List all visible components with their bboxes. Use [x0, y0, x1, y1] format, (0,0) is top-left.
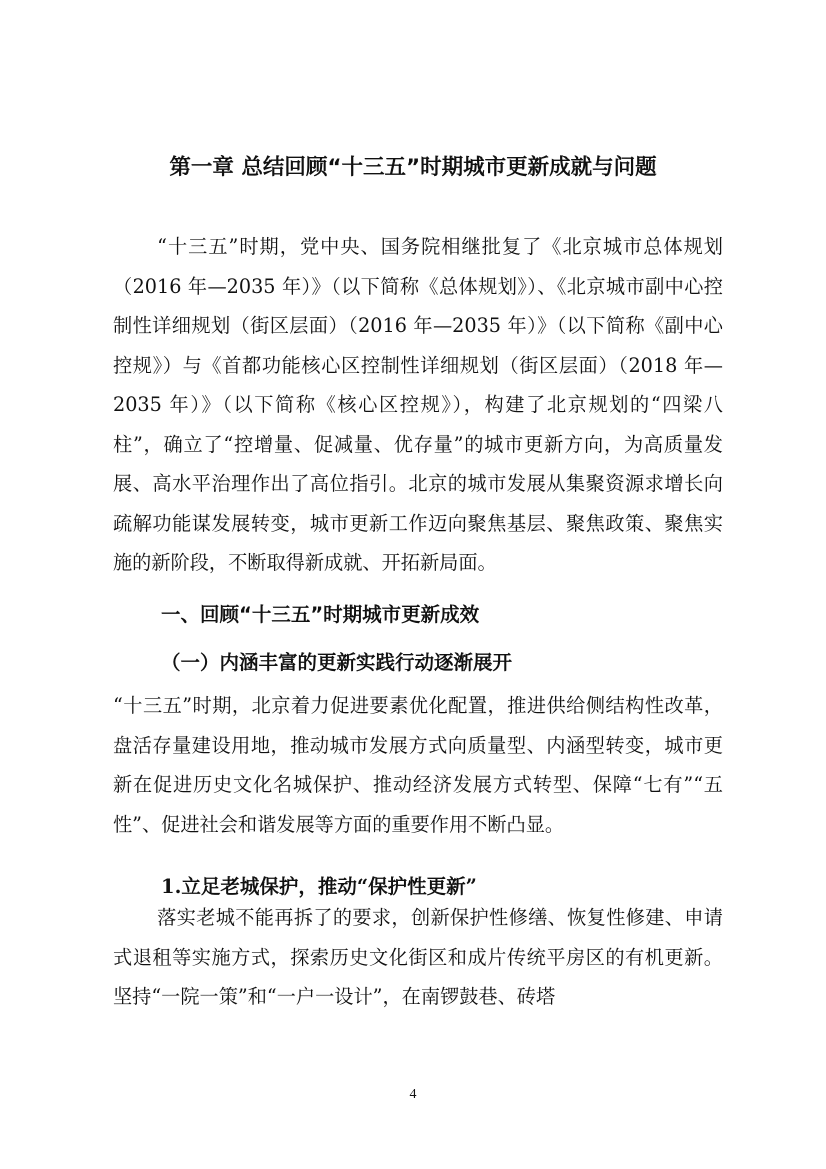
- page-number: 4: [409, 1087, 417, 1102]
- item-paragraph: 落实老城不能再拆了的要求，创新保护性修缮、恢复性修建、申请式退租等实施方式，探索历史文化街区和成片传统平房区的有机更新。坚持“一院一策”和“一户一设计”，在南锣鼓巷、砖塔: [113, 906, 723, 1008]
- section-heading: 一、回顾“十三五”时期城市更新成效: [161, 603, 480, 626]
- subsection-paragraph: “十三五”时期，北京着力促进要素优化配置，推进供给侧结构性改革，盘活存量建设用地，推动城市发展方式向质量型、内涵型转变，城市更新在促进历史文化名城保护、推动经济发展方式转型、保障“七有”“五性”、促进社会和谐发展等方面的重要作用不断凸显。: [113, 694, 723, 836]
- item-heading: 1.立足老城保护，推动“保护性更新”: [161, 875, 477, 898]
- subsection-heading: （一）内涵丰富的更新实践行动逐渐展开: [161, 651, 513, 674]
- chapter-title: 第一章 总结回顾“十三五”时期城市更新成就与问题: [169, 155, 657, 180]
- intro-paragraph: “十三五”时期，党中央、国务院相继批复了《北京城市总体规划（2016 年—2035 年）》（以下简称《总体规划》）、《北京城市副中心控制性详细规划（街区层面）（2016 年—2035 年）》（以下简称《副中心控规》）与《首都功能核心区控制性详细规划（街区层面）（2018 年—2035 年）》（以下简称《核心区控规》），构建了北京规划的“四梁八柱”，确立了“控增量、促减量、优存量”的城市更新方向，为高质量发展、高水平治理作出了高位指引。北京的城市发展从集聚资源求增长向疏解功能谋发展转变，城市更新工作迈向聚焦基层、聚焦政策、聚焦实施的新阶段，不断取得新成就、开拓新局面。: [113, 235, 723, 574]
